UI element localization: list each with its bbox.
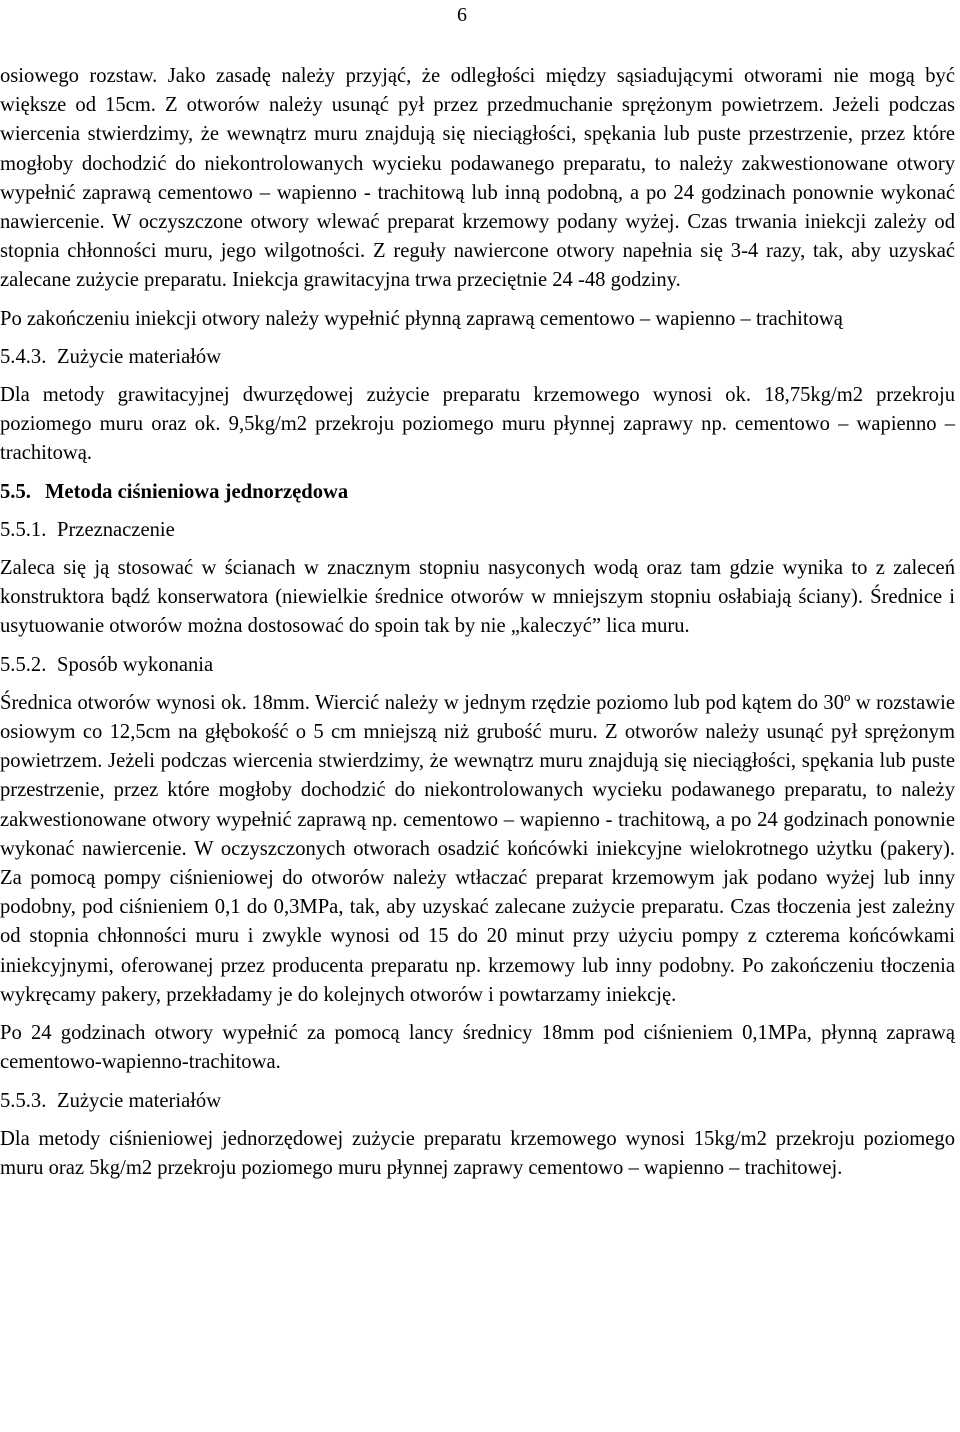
document-body: [0, 62, 955, 1183]
heading-number: 5.4.3.: [0, 345, 47, 368]
heading-title: Sposób wykonania: [57, 653, 214, 676]
heading-title: Zużycie materiałów: [57, 345, 222, 368]
paragraph-consumption-pressure: Dla metody ciśnieniowej jednorzędowej zużycie preparatu krzemowego wynosi 15kg/m2 przekroju poziomego muru oraz 5kg/m2 przekroju poziomego muru płynnej zaprawy cementowo – wapienno – trachitowej.: [0, 1127, 955, 1179]
heading-title: Przeznaczenie: [57, 518, 175, 541]
paragraph-fill-holes: Po zakończeniu iniekcji otwory należy wypełnić płynną zaprawą cementowo – wapienno – trachitową: [0, 307, 843, 330]
heading-title: Metoda ciśnieniowa jednorzędowa: [45, 480, 349, 503]
heading-number: 5.5.: [0, 480, 31, 503]
heading-5-5-2: [0, 651, 955, 680]
paragraph-drilling-gravity: osiowego rozstaw. Jako zasadę należy przyjąć, że odległości między sąsiadującymi otworami nie mogą być większe od 15cm. Z otworów należy usunąć pył przez przedmuchanie sprężonym powietrzem. Jeżeli podczas wiercenia stwierdzimy, że wewnątrz muru znajdują się nieciągłości, spękania lub puste przestrzenie, przez które mogłoby dochodzić do niekontrolowanych wycieku podawanego preparatu, to należy zakwestionowane otwory wypełnić zaprawą cementowo – wapienno - trachitową lub inną podobną, a po 24 godzinach ponownie wykonać nawiercenie. W oczyszczone otwory wlewać preparat krzemowy podany wyżej. Czas trwania iniekcji zależy od stopnia chłonności muru, jego wilgotności. Z reguły nawiercone otwory napełnia się 3-4 razy, tak, aby uzyskać zalecane zużycie preparatu. Iniekcja grawitacyjna trwa przeciętnie 24 -48 godziny.: [0, 65, 955, 292]
paragraph-consumption-gravity: Dla metody grawitacyjnej dwurzędowej zużycie preparatu krzemowego wynosi ok. 18,75kg/m2 przekroju poziomego muru oraz ok. 9,5kg/m2 przekroju poziomego muru płynnej zaprawy np. cementowo – wapienno – trachitową.: [0, 384, 955, 465]
page-number: 6: [457, 4, 467, 26]
heading-number: 5.5.2.: [0, 653, 47, 676]
heading-5-5: [0, 478, 955, 507]
heading-number: 5.5.3.: [0, 1089, 47, 1112]
paragraph-purpose: Zaleca się ją stosować w ścianach w znacznym stopniu nasyconych wodą oraz tam gdzie wynika to z zaleceń konstruktora bądź konserwatora (niewielkie średnice otworów w mniejszym stopniu osłabiają ściany). Średnice i usytuowanie otworów można dostosować do spoin tak by nie „kaleczyć” lica muru.: [0, 557, 955, 638]
heading-5-5-3: [0, 1087, 955, 1116]
paragraph-method: Średnica otworów wynosi ok. 18mm. Wiercić należy w jednym rzędzie poziomo lub pod kątem do 30º w rozstawie osiowym co 12,5cm na głębokość o 5 cm mniejszą niż grubość muru. Z otworów należy usunąć pył sprężonym powietrzem. Jeżeli podczas wiercenia stwierdzimy, że wewnątrz muru znajdują się nieciągłości, spękania lub puste przestrzenie, przez które mogłoby dochodzić do niekontrolowanych wycieku podawanego preparatu, to należy zakwestionowane otwory wypełnić zaprawą np. cementowo – wapienno - trachitową, a po 24 godzinach ponownie wykonać nawiercenie. W oczyszczonych otworach osadzić końcówki iniekcyjne wielokrotnego użytku (pakery). Za pomocą pompy ciśnieniowej do otworów należy wtłaczać preparat krzemowym jak podano wyżej lub inny podobny, pod ciśnieniem 0,1 do 0,3MPa, tak, aby uzyskać zalecane zużycie preparatu. Czas tłoczenia jest zależny od stopnia chłonności muru i zwykle wynosi od 15 do 20 minut przy użyciu pompy z czterema końcówkami iniekcyjnymi, oferowanej przez producenta preparatu np. krzemowy lub inny podobny. Po zakończeniu tłoczenia wykręcamy pakery, przekładamy je do kolejnych otworów i powtarzamy iniekcję.: [0, 691, 955, 1006]
heading-title: Zużycie materiałów: [57, 1089, 222, 1112]
heading-number: 5.5.1.: [0, 518, 47, 541]
heading-5-4-3: [0, 343, 955, 372]
heading-5-5-1: [0, 516, 955, 545]
paragraph-fill-lance: Po 24 godzinach otwory wypełnić za pomocą lancy średnicy 18mm pod ciśnieniem 0,1MPa, płynną zaprawą cementowo-wapienno-trachitowa.: [0, 1022, 955, 1074]
